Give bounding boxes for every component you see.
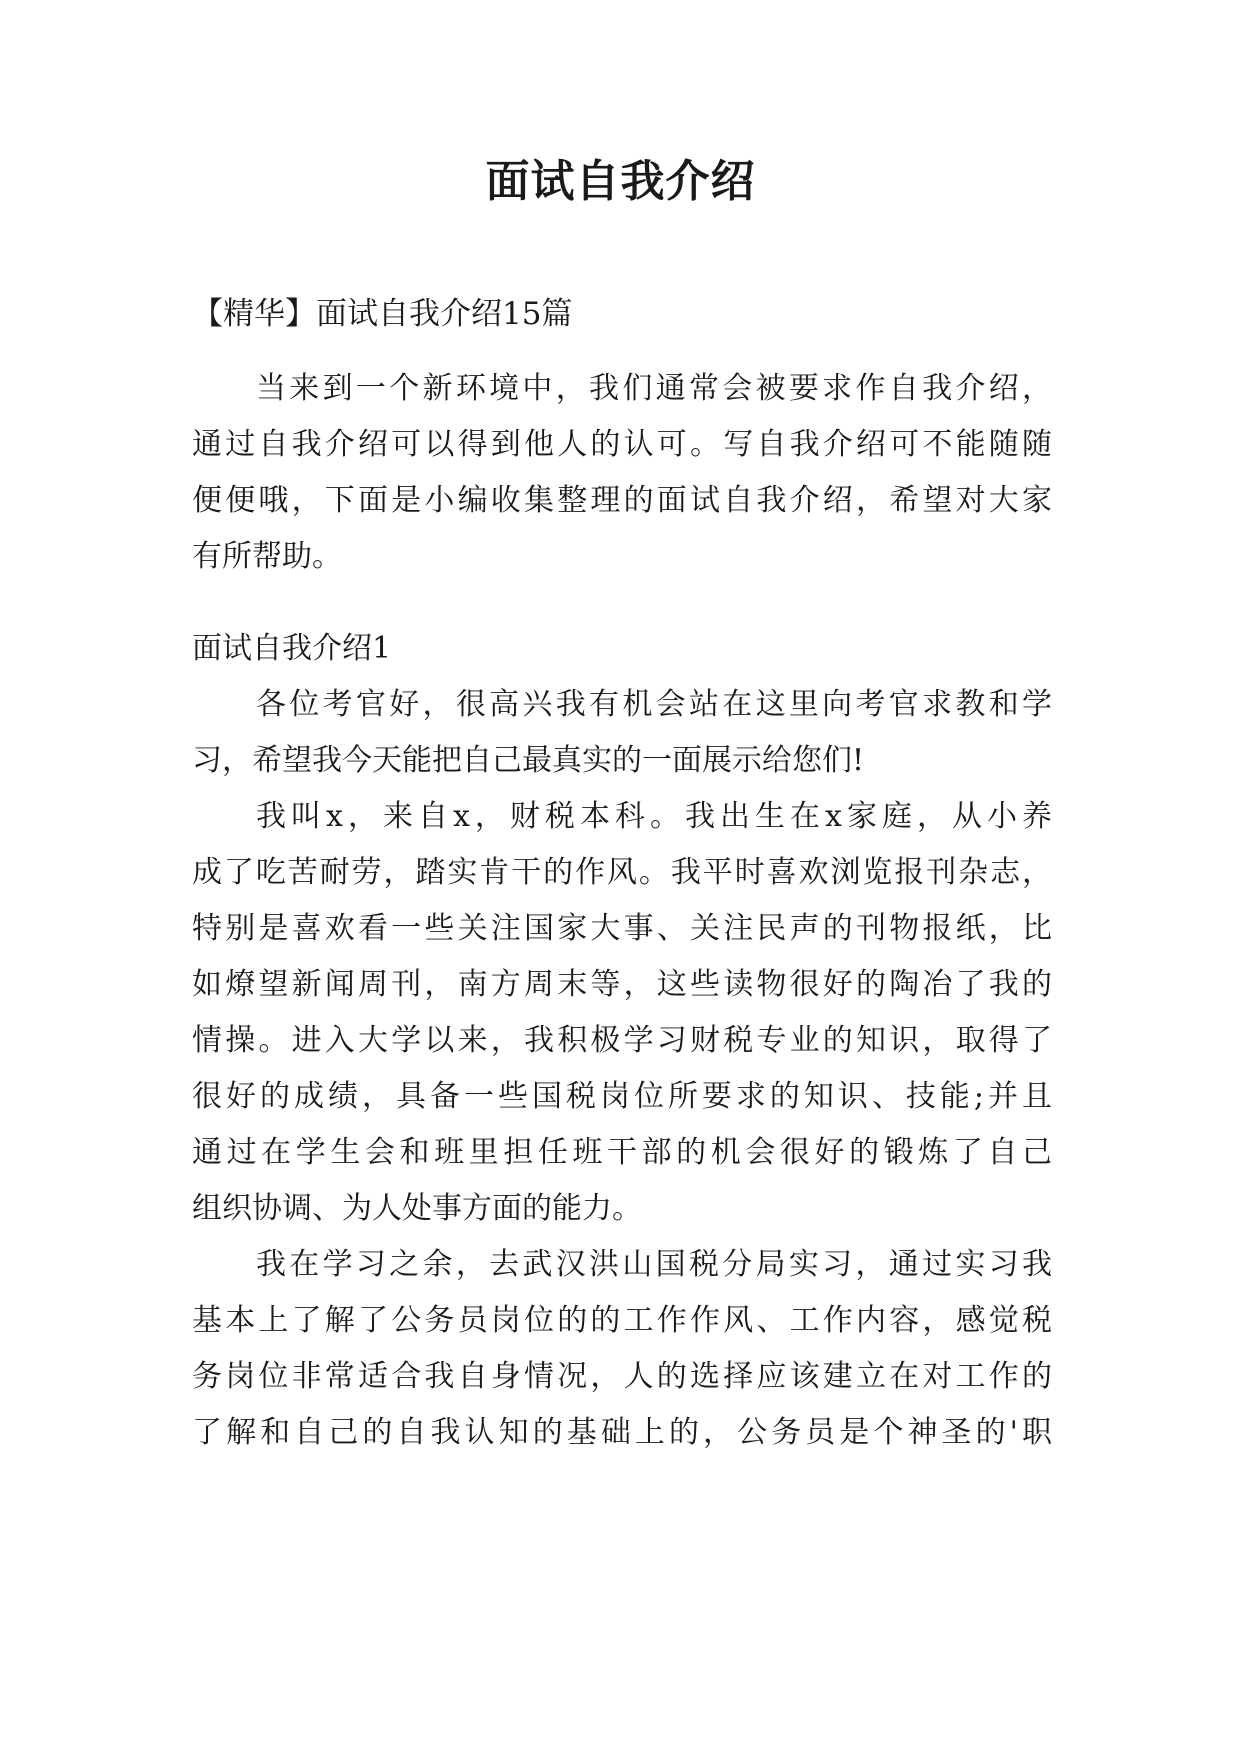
section-1-paragraph-3 [192,1237,1052,1461]
text-line: 务岗位非常适合我自身情况，人的选择应该建立在对工作的 [192,1359,1052,1394]
text-line: 我在学习之余，去武汉洪山国税分局实习，通过实习我 [256,1247,1052,1282]
text-line: 如燎望新闻周刊，南方周末等，这些读物很好的陶冶了我的 [192,967,1052,1002]
text-line: 我叫x，来自x，财税本科。我出生在x家庭，从小养 [256,799,1052,834]
text-line: 通过自我介绍可以得到他人的认可。写自我介绍可不能随随 [192,427,1052,462]
section-heading: 面试自我介绍1 [192,631,392,666]
text-line: 情操。进入大学以来，我积极学习财税专业的知识，取得了 [192,1023,1052,1058]
text-line: 了解和自己的自我认知的基础上的，公务员是个神圣的'职 [192,1415,1052,1450]
text-line: 特别是喜欢看一些关注国家大事、关注民声的刊物报纸，比 [192,911,1052,946]
text-line: 当来到一个新环境中，我们通常会被要求作自我介绍， [256,371,1052,406]
text-line: 成了吃苦耐劳，踏实肯干的作风。我平时喜欢浏览报刊杂志， [192,855,1052,890]
text-line: 很好的成绩，具备一些国税岗位所要求的知识、技能;并且 [192,1079,1052,1114]
section-1 [192,621,1052,1461]
text-line: 各位考官好，很高兴我有机会站在这里向考官求教和学 [256,687,1052,722]
section-1-paragraph-1 [192,677,1052,789]
text-line: 便便哦，下面是小编收集整理的面试自我介绍，希望对大家 [192,483,1052,518]
intro-paragraph [192,361,1052,585]
text-line: 基本上了解了公务员岗位的的工作作风、工作内容，感觉税 [192,1303,1052,1338]
section-1-paragraph-2 [192,789,1052,1237]
text-line: 通过在学生会和班里担任班干部的机会很好的锻炼了自己 [192,1135,1052,1170]
document-title: 面试自我介绍 [485,156,756,207]
document-subtitle: 【精华】面试自我介绍15篇 [192,296,573,332]
text-line: 有所帮助。 [192,539,342,574]
text-line: 组织协调、为人处事方面的能力。 [192,1191,642,1226]
text-line: 习，希望我今天能把自己最真实的一面展示给您们! [192,743,865,778]
